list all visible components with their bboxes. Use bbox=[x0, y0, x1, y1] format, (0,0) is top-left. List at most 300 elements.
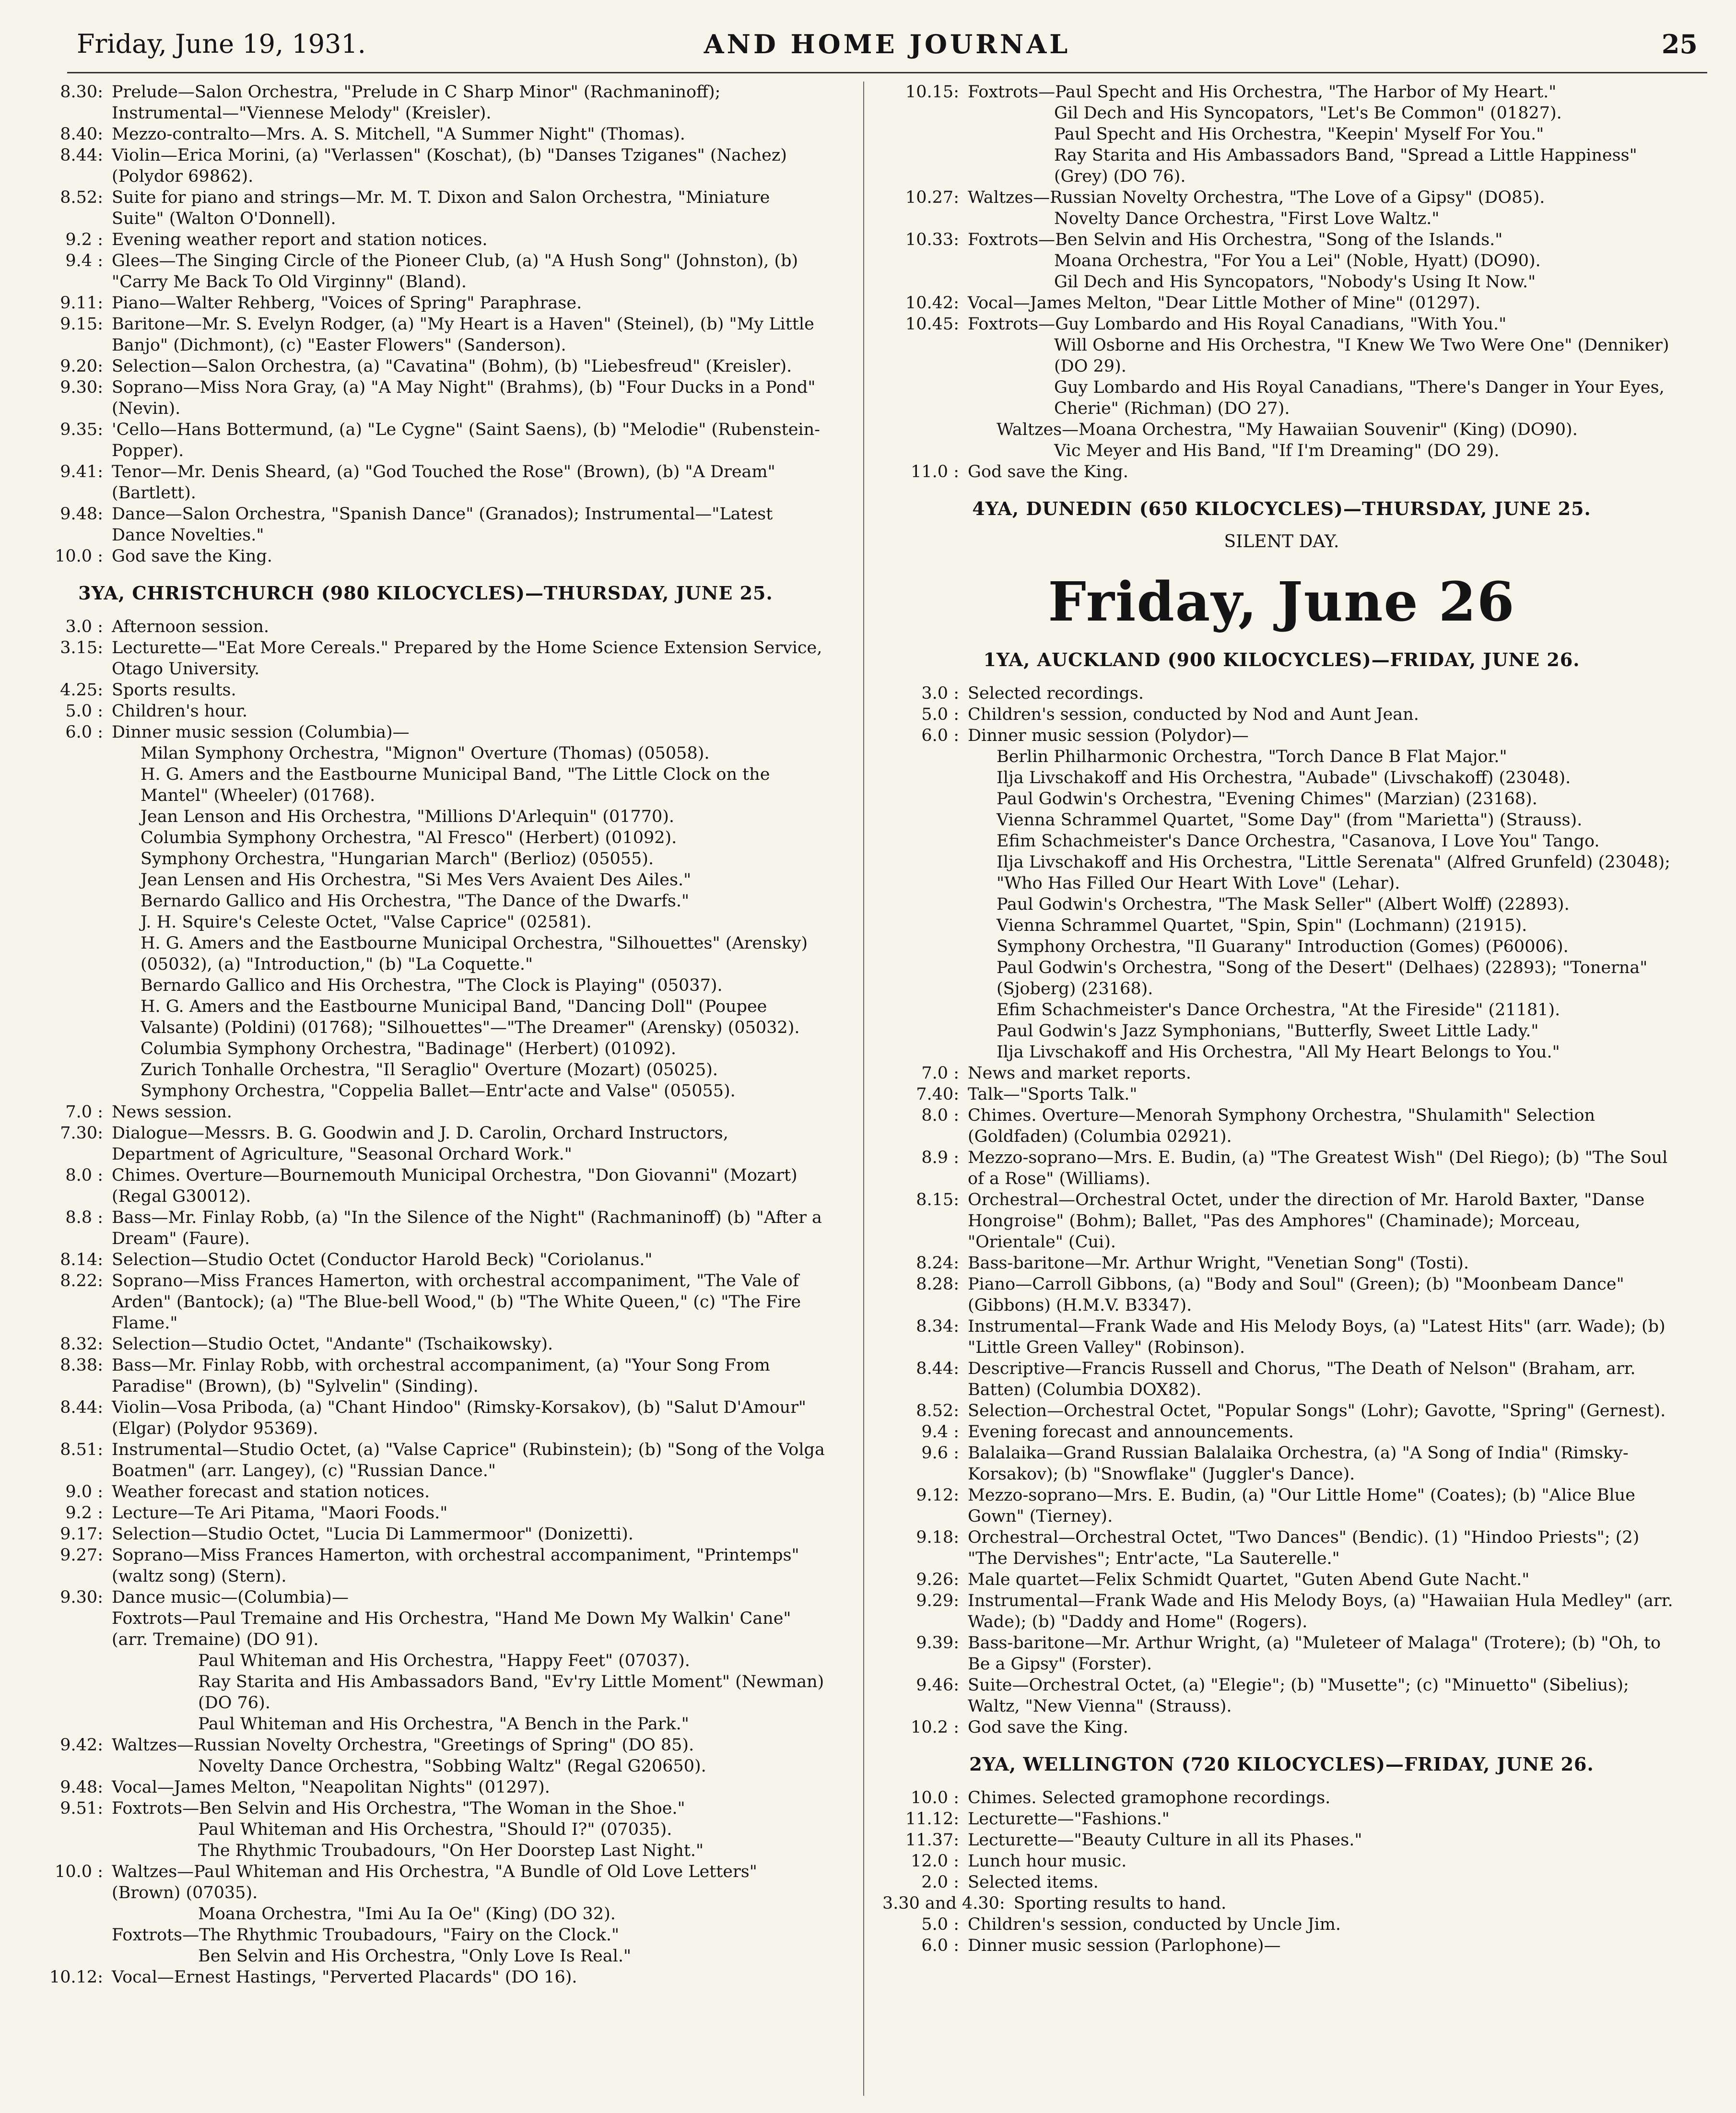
program-description: 'Cello—Hans Bottermund, (a) "Le Cygne" (Saint Saens), (b) "Melodie" (Rubenstein-Popper). bbox=[112, 420, 820, 460]
program-time: 10.27: bbox=[905, 188, 959, 207]
program-time: 7.0 : bbox=[65, 1103, 103, 1122]
program-description: Foxtrots—Guy Lombardo and His Royal Canadians, "With You." bbox=[968, 315, 1507, 334]
program-description: H. G. Amers and the Eastbourne Municipal Band, "The Little Clock on the Mantel" (Wheeler) (01768). bbox=[141, 765, 770, 805]
program-entry bbox=[26, 975, 825, 996]
program-entry bbox=[26, 1059, 825, 1080]
program-entry bbox=[882, 1675, 1681, 1717]
program-time: 8.44: bbox=[60, 146, 103, 165]
program-description: H. G. Amers and the Eastbourne Municipal Band, "Dancing Doll" (Poupee Valsante) (Poldini) (01768); "Silhouettes"—"The Dreamer" (Arensky) (05032). bbox=[141, 997, 800, 1037]
program-description: Selection—Orchestral Octet, "Popular Songs" (Lohr); Gavotte, "Spring" (Gernest). bbox=[968, 1401, 1666, 1420]
program-time bbox=[26, 996, 112, 1038]
program-time: 8.8 : bbox=[65, 1208, 103, 1227]
program-time: 2.0 : bbox=[921, 1873, 959, 1892]
program-entry bbox=[26, 1397, 825, 1439]
program-time bbox=[882, 999, 968, 1021]
program-entry bbox=[882, 725, 1681, 746]
program-time bbox=[882, 419, 968, 440]
program-description: Mezzo-contralto—Mrs. A. S. Mitchell, "A Summer Night" (Thomas). bbox=[112, 125, 685, 144]
program-entry bbox=[26, 82, 825, 124]
program-description: Dance—Salon Orchestra, "Spanish Dance" (Granados); Instrumental—"Latest Dance Novelties." bbox=[112, 505, 773, 545]
program-entry bbox=[882, 1851, 1681, 1872]
program-description: Violin—Vosa Priboda, (a) "Chant Hindoo" (Rimsky-Korsakov), (b) "Salut D'Amour" (Elgar) (Polydor 95369). bbox=[112, 1398, 807, 1438]
program-entry bbox=[882, 377, 1681, 419]
program-description: Symphony Orchestra, "Il Guarany" Introduction (Gomes) (P60006). bbox=[997, 937, 1569, 956]
program-description: Bernardo Gallico and His Orchestra, "The Dance of the Dwarfs." bbox=[141, 892, 690, 911]
program-time: 10.12: bbox=[49, 1968, 103, 1987]
program-entry bbox=[882, 82, 1681, 103]
program-description: Symphony Orchestra, "Coppelia Ballet—Entr'acte and Valse" (05055). bbox=[141, 1081, 736, 1101]
program-time bbox=[882, 208, 968, 229]
program-entry bbox=[882, 1063, 1681, 1084]
program-description: Afternoon session. bbox=[112, 617, 270, 636]
program-entry bbox=[26, 1925, 825, 1946]
program-entry bbox=[26, 996, 825, 1038]
program-time: 9.11: bbox=[60, 293, 103, 313]
program-entry bbox=[882, 419, 1681, 440]
program-time: 9.2 : bbox=[65, 1503, 103, 1523]
program-description: Dinner music session (Polydor)— bbox=[968, 726, 1249, 745]
program-description: Gil Dech and His Syncopators, "Nobody's Using It Now." bbox=[1054, 272, 1536, 292]
left-column bbox=[26, 82, 825, 2101]
program-time: 9.4 : bbox=[921, 1422, 959, 1442]
program-time bbox=[882, 103, 968, 124]
program-description: Balalaika—Grand Russian Balalaika Orchestra, (a) "A Song of India" (Rimsky-Korsakov); (b) "Snowflake" (Juggler's Dance). bbox=[968, 1444, 1629, 1484]
program-description: Vienna Schrammel Quartet, "Spin, Spin" (Lochmann) (21915). bbox=[997, 916, 1527, 935]
program-time bbox=[882, 936, 968, 957]
program-time: 9.42: bbox=[60, 1736, 103, 1755]
program-time: 9.0 : bbox=[65, 1482, 103, 1502]
program-time: 10.42: bbox=[905, 293, 959, 313]
column-divider bbox=[863, 82, 864, 2096]
program-time: 8.34: bbox=[916, 1317, 959, 1336]
program-time: 8.9 : bbox=[921, 1148, 959, 1167]
program-entry bbox=[26, 1777, 825, 1798]
program-time bbox=[26, 891, 112, 912]
program-entry bbox=[882, 1042, 1681, 1063]
program-entry bbox=[26, 314, 825, 356]
program-entry bbox=[26, 1545, 825, 1587]
program-time bbox=[26, 975, 112, 996]
program-description: Chimes. Selected gramophone recordings. bbox=[968, 1788, 1331, 1808]
program-time bbox=[882, 831, 968, 852]
program-time: 8.38: bbox=[60, 1356, 103, 1375]
program-entry bbox=[882, 831, 1681, 852]
program-description: Lecturette—"Fashions." bbox=[968, 1809, 1170, 1829]
program-entry bbox=[26, 356, 825, 377]
program-time: 8.22: bbox=[60, 1271, 103, 1291]
program-description: Symphony Orchestra, "Hungarian March" (Berlioz) (05055). bbox=[141, 849, 654, 869]
program-time: 10.0 : bbox=[55, 1862, 103, 1881]
program-description: Ilja Livschakoff and His Orchestra, "Little Serenata" (Alfred Grunfeld) (23048); "Who Has Filled Our Heart With Love" (Lehar). bbox=[997, 853, 1670, 893]
program-description: Bass—Mr. Finlay Robb, (a) "In the Silence of the Night" (Rachmaninoff) (b) "After a Dream" (Faure). bbox=[112, 1208, 822, 1248]
program-description: Paul Whiteman and His Orchestra, "Happy Feet" (07037). bbox=[198, 1651, 690, 1670]
program-entry bbox=[882, 1590, 1681, 1632]
program-time: 7.40: bbox=[916, 1085, 959, 1104]
program-entry bbox=[26, 1102, 825, 1123]
program-time: 8.15: bbox=[916, 1190, 959, 1209]
program-time bbox=[26, 1038, 112, 1059]
program-time: 5.0 : bbox=[921, 705, 959, 724]
program-entry bbox=[882, 1400, 1681, 1421]
program-entry bbox=[882, 208, 1681, 229]
program-time bbox=[26, 848, 112, 869]
program-entry bbox=[26, 1840, 825, 1861]
program-entry bbox=[26, 743, 825, 764]
program-time bbox=[26, 912, 112, 933]
program-time: 9.17: bbox=[60, 1525, 103, 1544]
program-time: 8.0 : bbox=[65, 1166, 103, 1185]
program-description: Ilja Livschakoff and His Orchestra, "All My Heart Belongs to You." bbox=[997, 1043, 1560, 1062]
program-time: 8.24: bbox=[916, 1254, 959, 1273]
program-entry bbox=[26, 377, 825, 419]
program-entry bbox=[26, 637, 825, 680]
program-entry bbox=[26, 293, 825, 314]
program-time: 9.20: bbox=[60, 357, 103, 376]
program-list-3ya-thursday bbox=[26, 616, 825, 1988]
program-description: Lecturette—"Beauty Culture in all its Phases." bbox=[968, 1831, 1362, 1850]
program-description: Lecturette—"Eat More Cereals." Prepared by the Home Science Extension Service, Otago University. bbox=[112, 638, 822, 679]
program-entry bbox=[882, 1421, 1681, 1443]
program-description: Moana Orchestra, "For You a Lei" (Noble, Hyatt) (DO90). bbox=[1054, 251, 1541, 270]
program-list-2ya-friday bbox=[882, 1787, 1681, 1956]
program-entry bbox=[26, 250, 825, 293]
program-time: 12.0 : bbox=[911, 1852, 959, 1871]
program-time bbox=[26, 1756, 112, 1777]
program-description: Ben Selvin and His Orchestra, "Only Love Is Real." bbox=[198, 1947, 632, 1966]
program-entry bbox=[26, 1249, 825, 1270]
program-entry bbox=[26, 187, 825, 229]
program-description: Glees—The Singing Circle of the Pioneer Club, (a) "A Hush Song" (Johnston), (b) "Carry Me Back To Old Virginny" (Bland). bbox=[112, 251, 798, 292]
program-description: Children's hour. bbox=[112, 702, 247, 721]
page-header bbox=[67, 19, 1707, 73]
program-entry bbox=[882, 335, 1681, 377]
program-description: Prelude—Salon Orchestra, "Prelude in C Sharp Minor" (Rachmaninoff); Instrumental—"Viennese Melody" (Kreisler). bbox=[112, 82, 721, 123]
program-time bbox=[882, 957, 968, 999]
program-entry bbox=[26, 1756, 825, 1777]
program-description: Chimes. Overture—Menorah Symphony Orchestra, "Shulamith" Selection (Goldfaden) (Columbia 02921). bbox=[968, 1106, 1595, 1146]
program-time bbox=[882, 271, 968, 293]
program-entry bbox=[26, 1439, 825, 1481]
program-description: Ray Starita and His Ambassadors Band, "Ev'ry Little Moment" (Newman) (DO 76). bbox=[198, 1672, 824, 1713]
program-time bbox=[26, 1608, 112, 1650]
program-time bbox=[26, 1650, 112, 1671]
program-description: Sports results. bbox=[112, 681, 236, 700]
program-description: God save the King. bbox=[968, 1718, 1128, 1737]
program-entry bbox=[26, 1608, 825, 1650]
program-time: 7.0 : bbox=[921, 1064, 959, 1083]
program-description: Sporting results to hand. bbox=[1013, 1894, 1227, 1913]
program-entry bbox=[882, 124, 1681, 145]
program-description: News session. bbox=[112, 1103, 232, 1122]
program-description: God save the King. bbox=[968, 462, 1128, 481]
program-entry bbox=[26, 1481, 825, 1503]
program-time bbox=[882, 335, 968, 377]
station-heading-2ya-friday: 2YA, WELLINGTON (720 KILOCYCLES)—FRIDAY, JUNE 26. bbox=[969, 1753, 1594, 1775]
program-entry bbox=[882, 936, 1681, 957]
program-entry bbox=[882, 103, 1681, 124]
program-list-3ya-thursday-continued bbox=[882, 82, 1681, 482]
program-time: 9.39: bbox=[916, 1633, 959, 1653]
program-description: Moana Orchestra, "Imi Au Ia Oe" (King) (DO 32). bbox=[198, 1904, 616, 1924]
program-entry bbox=[882, 1808, 1681, 1830]
program-time: 9.27: bbox=[60, 1546, 103, 1565]
program-entry bbox=[26, 1165, 825, 1207]
program-entry bbox=[26, 1207, 825, 1249]
day-heading: Friday, June 26 bbox=[1048, 571, 1515, 634]
program-entry bbox=[882, 1253, 1681, 1274]
program-description: Columbia Symphony Orchestra, "Al Fresco" (Herbert) (01092). bbox=[141, 828, 677, 847]
program-entry bbox=[26, 1587, 825, 1608]
program-entry bbox=[882, 1147, 1681, 1189]
program-description: Paul Whiteman and His Orchestra, "A Bench in the Park." bbox=[198, 1714, 689, 1734]
program-description: Lecture—Te Ari Pitama, "Maori Foods." bbox=[112, 1503, 448, 1523]
program-time: 8.32: bbox=[60, 1335, 103, 1354]
program-description: Mezzo-soprano—Mrs. E. Budin, (a) "The Greatest Wish" (Del Riego); (b) "The Soul of a Rose" (Williams). bbox=[968, 1148, 1668, 1188]
right-column bbox=[882, 82, 1681, 2101]
program-time: 10.15: bbox=[905, 82, 959, 102]
station-heading-3ya-thursday: 3YA, CHRISTCHURCH (980 KILOCYCLES)—THURSDAY, JUNE 25. bbox=[78, 582, 773, 604]
program-description: Suite for piano and strings—Mr. M. T. Dixon and Salon Orchestra, "Miniature Suite" (Walton O'Donnell). bbox=[112, 188, 770, 228]
program-description: Bernardo Gallico and His Orchestra, "The Clock is Playing" (05037). bbox=[141, 976, 723, 995]
program-time: 7.30: bbox=[60, 1124, 103, 1143]
program-entry bbox=[26, 869, 825, 891]
program-description: Gil Dech and His Syncopators, "Let's Be Common" (01827). bbox=[1054, 104, 1562, 123]
program-entry bbox=[26, 461, 825, 504]
program-entry bbox=[882, 1569, 1681, 1590]
program-description: Selection—Studio Octet, "Andante" (Tschaikowsky). bbox=[112, 1335, 553, 1354]
program-list-1ya-friday bbox=[882, 683, 1681, 1738]
program-entry bbox=[882, 1316, 1681, 1358]
program-time: 8.30: bbox=[60, 82, 103, 102]
program-time bbox=[882, 124, 968, 145]
program-description: Mezzo-soprano—Mrs. E. Budin, (a) "Our Little Home" (Coates); (b) "Alice Blue Gown" (Tierney). bbox=[968, 1486, 1635, 1526]
program-description: Paul Godwin's Orchestra, "Evening Chimes" (Marzian) (23168). bbox=[997, 789, 1537, 809]
program-entry bbox=[26, 229, 825, 250]
program-entry bbox=[26, 419, 825, 461]
journal-title: AND HOME JOURNAL bbox=[704, 29, 1071, 59]
program-description: News and market reports. bbox=[968, 1064, 1192, 1083]
program-entry bbox=[26, 1946, 825, 1967]
program-entry bbox=[882, 271, 1681, 293]
station-heading-4ya-thursday: 4YA, DUNEDIN (650 KILOCYCLES)—THURSDAY, JUNE 25. bbox=[972, 498, 1591, 519]
program-time: 11.0 : bbox=[911, 462, 959, 481]
program-entry bbox=[882, 999, 1681, 1021]
program-time: 10.0 : bbox=[911, 1788, 959, 1808]
program-description: Orchestral—Orchestral Octet, under the direction of Mr. Harold Baxter, "Danse Hongroise" (Bohm); Ballet, "Pas des Amphores" (Chaminade); Morceau, "Orientale" (Cui). bbox=[968, 1190, 1645, 1252]
program-time: 9.4 : bbox=[65, 251, 103, 270]
program-entry bbox=[26, 1967, 825, 1988]
program-time: 10.0 : bbox=[55, 547, 103, 566]
program-description: Dance music—(Columbia)— bbox=[112, 1588, 349, 1607]
program-description: Foxtrots—Paul Tremaine and His Orchestra, "Hand Me Down My Walkin' Cane" (arr. Tremaine) (DO 91). bbox=[112, 1609, 791, 1649]
program-entry bbox=[26, 1080, 825, 1102]
program-description: Children's session, conducted by Nod and Aunt Jean. bbox=[968, 705, 1419, 724]
program-description: Columbia Symphony Orchestra, "Badinage" (Herbert) (01092). bbox=[141, 1039, 677, 1058]
program-description: Bass—Mr. Finlay Robb, with orchestral accompaniment, (a) "Your Song From Paradise" (Brown), (b) "Sylvelin" (Sinding). bbox=[112, 1356, 770, 1396]
program-description: God save the King. bbox=[112, 547, 272, 566]
program-description: Vic Meyer and His Band, "If I'm Dreaming" (DO 29). bbox=[1054, 441, 1500, 460]
program-entry bbox=[26, 1671, 825, 1714]
program-entry bbox=[26, 1735, 825, 1756]
program-entry bbox=[882, 1893, 1681, 1914]
program-entry bbox=[26, 1270, 825, 1334]
program-time: 10.45: bbox=[905, 315, 959, 334]
program-time: 9.30: bbox=[60, 378, 103, 397]
program-time bbox=[882, 746, 968, 767]
program-entry bbox=[882, 250, 1681, 271]
program-time: 9.51: bbox=[60, 1799, 103, 1818]
program-description: Waltzes—Russian Novelty Orchestra, "The Love of a Gipsy" (DO85). bbox=[968, 188, 1545, 207]
program-description: Selected items. bbox=[968, 1873, 1099, 1892]
program-entry bbox=[882, 145, 1681, 187]
program-time: 4.25: bbox=[60, 681, 103, 700]
program-time: 9.48: bbox=[60, 1778, 103, 1797]
program-description: Bass-baritone—Mr. Arthur Wright, (a) "Muleteer of Malaga" (Trotere); (b) "Oh, to Be a Gipsy" (Forster). bbox=[968, 1633, 1661, 1674]
program-time bbox=[882, 377, 968, 419]
program-time: 8.28: bbox=[916, 1275, 959, 1294]
program-description: Weather forecast and station notices. bbox=[112, 1482, 430, 1502]
program-entry bbox=[26, 1903, 825, 1925]
program-entry bbox=[882, 1274, 1681, 1316]
program-description: Ilja Livschakoff and His Orchestra, "Aubade" (Livschakoff) (23048). bbox=[997, 768, 1571, 787]
program-entry bbox=[882, 1189, 1681, 1253]
program-time: 3.30 and 4.30: bbox=[882, 1894, 1005, 1913]
program-time: 5.0 : bbox=[65, 702, 103, 721]
program-time bbox=[26, 743, 112, 764]
program-entry bbox=[882, 1358, 1681, 1400]
program-description: Foxtrots—Paul Specht and His Orchestra, "The Harbor of My Heart." bbox=[968, 82, 1557, 102]
program-time bbox=[882, 915, 968, 936]
program-time: 8.44: bbox=[916, 1359, 959, 1378]
program-entry bbox=[882, 1443, 1681, 1485]
station-heading-1ya-friday: 1YA, AUCKLAND (900 KILOCYCLES)—FRIDAY, JUNE 26. bbox=[983, 649, 1580, 670]
program-time: 6.0 : bbox=[921, 726, 959, 745]
program-description: Soprano—Miss Nora Gray, (a) "A May Night" (Brahms), (b) "Four Ducks in a Pond" (Nevin). bbox=[112, 378, 816, 418]
program-description: Descriptive—Francis Russell and Chorus, "The Death of Nelson" (Braham, arr. Batten) (Columbia DOX82). bbox=[968, 1359, 1636, 1399]
program-description: Efim Schachmeister's Dance Orchestra, "Casanova, I Love You" Tango. bbox=[997, 832, 1600, 851]
program-entry bbox=[26, 1038, 825, 1059]
program-description: Instrumental—Frank Wade and His Melody Boys, (a) "Hawaiian Hula Medley" (arr. Wade); (b) "Daddy and Home" (Rogers). bbox=[968, 1591, 1673, 1632]
program-list-2ya-thursday-continued bbox=[26, 82, 825, 567]
program-time bbox=[26, 1059, 112, 1080]
program-time: 8.44: bbox=[60, 1398, 103, 1417]
program-entry bbox=[882, 746, 1681, 767]
program-time: 9.26: bbox=[916, 1570, 959, 1589]
program-time bbox=[26, 1925, 112, 1946]
program-description: Instrumental—Frank Wade and His Melody Boys, (a) "Latest Hits" (arr. Wade); (b) "Little Green Valley" (Robinson). bbox=[968, 1317, 1666, 1357]
program-time: 6.0 : bbox=[921, 1936, 959, 1955]
program-time: 10.2 : bbox=[911, 1718, 959, 1737]
program-time: 8.52: bbox=[916, 1401, 959, 1420]
program-entry bbox=[882, 440, 1681, 461]
program-time: 8.14: bbox=[60, 1250, 103, 1269]
program-description: Evening forecast and announcements. bbox=[968, 1422, 1294, 1442]
program-entry bbox=[26, 504, 825, 546]
program-description: Suite—Orchestral Octet, (a) "Elegie"; (b) "Musette"; (c) "Minuetto" (Sibelius); Waltz, "New Vienna" (Strauss). bbox=[968, 1676, 1629, 1716]
program-description: Chimes. Overture—Bournemouth Municipal Orchestra, "Don Giovanni" (Mozart) (Regal G30012). bbox=[112, 1166, 798, 1206]
program-entry bbox=[882, 1935, 1681, 1956]
program-entry bbox=[882, 1830, 1681, 1851]
program-entry bbox=[882, 1632, 1681, 1675]
program-description: H. G. Amers and the Eastbourne Municipal Orchestra, "Silhouettes" (Arensky) (05032), (a) "Introduction," (b) "La Coquette." bbox=[141, 934, 808, 974]
program-entry bbox=[26, 912, 825, 933]
program-entry bbox=[26, 1524, 825, 1545]
program-description: Bass-baritone—Mr. Arthur Wright, "Venetian Song" (Tosti). bbox=[968, 1254, 1469, 1273]
program-description: Vienna Schrammel Quartet, "Some Day" (from "Marietta") (Strauss). bbox=[997, 810, 1583, 830]
program-description: Dinner music session (Parlophone)— bbox=[968, 1936, 1281, 1955]
program-description: Novelty Dance Orchestra, "Sobbing Waltz" (Regal G20650). bbox=[198, 1757, 706, 1776]
program-description: Will Osborne and His Orchestra, "I Knew We Two Were One" (Denniker) (DO 29). bbox=[1054, 336, 1669, 376]
program-description: Vocal—James Melton, "Neapolitan Nights" (01297). bbox=[112, 1778, 550, 1797]
program-description: Guy Lombardo and His Royal Canadians, "There's Danger in Your Eyes, Cherie" (Richman) (DO 27). bbox=[1054, 378, 1665, 418]
program-description: Instrumental—Studio Octet, (a) "Valse Caprice" (Rubinstein); (b) "Song of the Volga Boatmen" (arr. Langey), (c) "Russian Dance." bbox=[112, 1440, 825, 1480]
program-time bbox=[26, 1946, 112, 1967]
program-description: Paul Godwin's Orchestra, "The Mask Seller" (Albert Wolff) (22893). bbox=[997, 895, 1570, 914]
program-entry bbox=[882, 852, 1681, 894]
program-description: Soprano—Miss Frances Hamerton, with orchestral accompaniment, "The Vale of Arden" (Bantock); (a) "The Blue-bell Wood," (b) "The White Queen," (c) "The Fire Flame." bbox=[112, 1271, 801, 1333]
program-time: 3.0 : bbox=[65, 617, 103, 636]
program-description: Zurich Tonhalle Orchestra, "Il Seraglio" Overture (Mozart) (05025). bbox=[141, 1060, 718, 1080]
program-time: 9.41: bbox=[60, 462, 103, 481]
program-time bbox=[26, 869, 112, 891]
program-time: 6.0 : bbox=[65, 723, 103, 742]
program-description: Lunch hour music. bbox=[968, 1852, 1127, 1871]
program-entry bbox=[882, 767, 1681, 788]
program-description: Foxtrots—Ben Selvin and His Orchestra, "The Woman in the Shoe." bbox=[112, 1799, 685, 1818]
program-description: Baritone—Mr. S. Evelyn Rodger, (a) "My Heart is a Haven" (Steinel), (b) "My Little Banjo" (Dichmont), (c) "Easter Flowers" (Sanderson). bbox=[112, 315, 814, 355]
silent-day-note: SILENT DAY. bbox=[1224, 532, 1339, 552]
program-time bbox=[882, 767, 968, 788]
program-time: 5.0 : bbox=[921, 1915, 959, 1934]
program-time: 3.15: bbox=[60, 638, 103, 657]
program-entry bbox=[882, 229, 1681, 250]
program-description: Talk—"Sports Talk." bbox=[968, 1085, 1138, 1104]
program-entry bbox=[26, 1123, 825, 1165]
program-time: 11.37: bbox=[905, 1831, 959, 1850]
program-entry bbox=[882, 894, 1681, 915]
page-number: 25 bbox=[1661, 29, 1698, 59]
program-entry bbox=[26, 1798, 825, 1819]
program-entry bbox=[26, 848, 825, 869]
program-time bbox=[882, 788, 968, 810]
program-entry bbox=[882, 1872, 1681, 1893]
program-time: 9.6 : bbox=[921, 1444, 959, 1463]
program-entry bbox=[882, 957, 1681, 999]
issue-date: Friday, June 19, 1931. bbox=[77, 29, 366, 59]
program-description: Berlin Philharmonic Orchestra, "Torch Dance B Flat Major." bbox=[997, 747, 1507, 766]
program-entry bbox=[882, 1084, 1681, 1105]
program-description: Vocal—James Melton, "Dear Little Mother of Mine" (01297). bbox=[968, 293, 1481, 313]
program-entry bbox=[26, 1714, 825, 1735]
program-description: Foxtrots—The Rhythmic Troubadours, "Fairy on the Clock." bbox=[112, 1925, 620, 1945]
program-description: Paul Specht and His Orchestra, "Keepin' Myself For You." bbox=[1054, 125, 1544, 144]
program-description: Waltzes—Moana Orchestra, "My Hawaiian Souvenir" (King) (DO90). bbox=[997, 420, 1578, 439]
program-description: Jean Lensen and His Orchestra, "Si Mes Vers Avaient Des Ailes." bbox=[141, 870, 692, 890]
program-time bbox=[26, 806, 112, 827]
program-time bbox=[26, 933, 112, 975]
program-description: Soprano—Miss Frances Hamerton, with orchestral accompaniment, "Printemps" (waltz song) (Stern). bbox=[112, 1546, 799, 1586]
program-time: 9.48: bbox=[60, 505, 103, 524]
program-entry bbox=[26, 1650, 825, 1671]
program-time: 8.51: bbox=[60, 1440, 103, 1459]
program-entry bbox=[882, 915, 1681, 936]
program-description: Piano—Walter Rehberg, "Voices of Spring" Paraphrase. bbox=[112, 293, 582, 313]
program-description: Novelty Dance Orchestra, "First Love Waltz." bbox=[1054, 209, 1440, 228]
program-description: Jean Lenson and His Orchestra, "Millions D'Arlequin" (01770). bbox=[141, 807, 675, 826]
program-entry bbox=[26, 145, 825, 187]
program-entry bbox=[26, 124, 825, 145]
program-entry bbox=[882, 1914, 1681, 1935]
